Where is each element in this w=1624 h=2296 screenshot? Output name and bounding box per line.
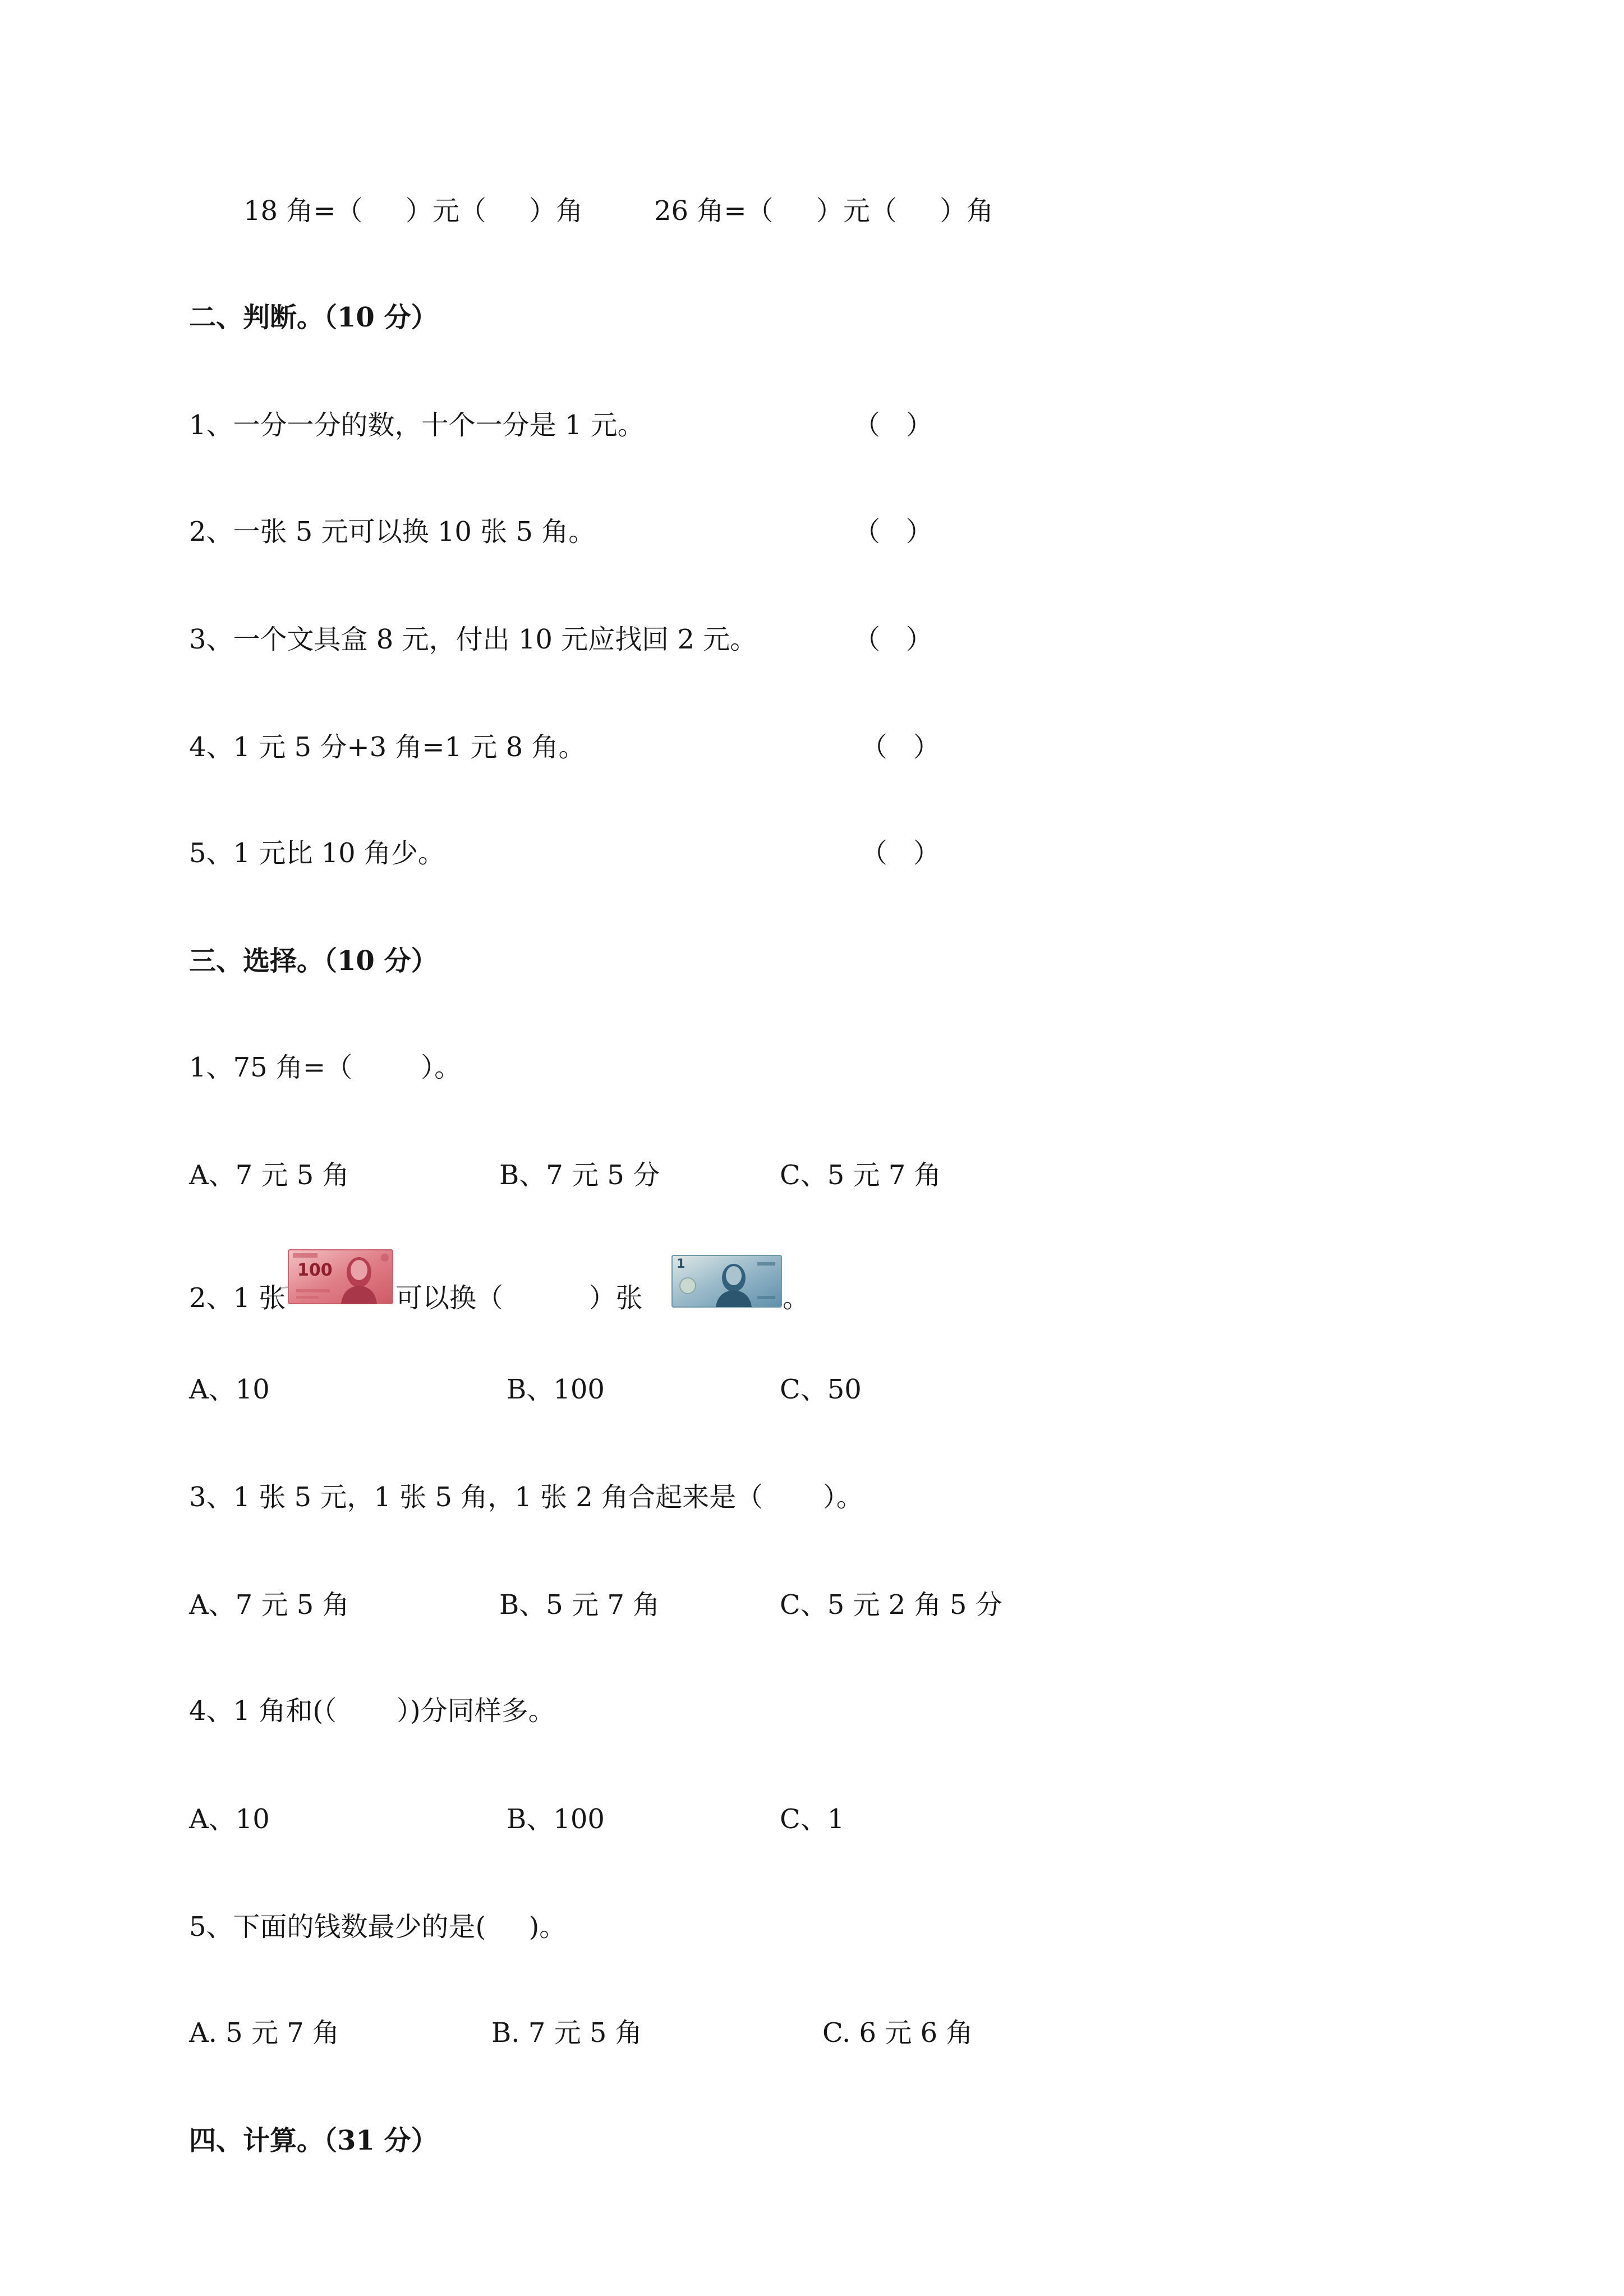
section-choice-heading: 三、选择。（10 分） (189, 945, 438, 977)
choice-2-option-b: B、100 (507, 1374, 605, 1405)
choice-4-option-a: A、10 (189, 1803, 270, 1835)
choice-2-option-c: C、50 (780, 1374, 862, 1405)
section-calculation-heading: 四、计算。（31 分） (189, 2125, 438, 2156)
choice-question-2-middle: 可以换（ ）张 (395, 1282, 643, 1314)
choice-4-option-b: B、100 (507, 1803, 605, 1835)
hundred-yuan-note-image (280, 1246, 395, 1307)
judgement-answer-blank-1: （ ） (853, 409, 933, 441)
choice-5-option-b: B. 7 元 5 角 (491, 2017, 642, 2049)
judgement-item-1: 1、一分一分的数，十个一分是 1 元。 (189, 409, 645, 441)
choice-1-option-c: C、5 元 7 角 (780, 1159, 941, 1191)
choice-question-5: 5、下面的钱数最少的是( )。 (189, 1911, 567, 1943)
choice-5-option-c: C. 6 元 6 角 (822, 2017, 973, 2049)
one-note-denomination: 1 (677, 1257, 686, 1271)
one-yuan-note-image (671, 1254, 783, 1308)
choice-question-3: 3、1 张 5 元，1 张 5 角，1 张 2 角合起来是（ ）。 (189, 1481, 863, 1513)
judgement-answer-blank-5: （ ） (861, 838, 940, 869)
hundred-note-denomination: 100 (297, 1260, 333, 1280)
choice-question-4: 4、1 角和(（ ）)分同样多。 (189, 1695, 555, 1727)
judgement-item-5: 5、1 元比 10 角少。 (189, 838, 445, 869)
choice-4-option-c: C、1 (780, 1803, 845, 1835)
choice-1-option-a: A、7 元 5 角 (189, 1159, 349, 1191)
choice-3-option-b: B、5 元 7 角 (499, 1589, 660, 1621)
judgement-answer-blank-2: （ ） (853, 516, 933, 547)
judgement-answer-blank-4: （ ） (861, 731, 940, 763)
choice-2-option-a: A、10 (189, 1374, 270, 1405)
judgement-item-2: 2、一张 5 元可以换 10 张 5 角。 (189, 516, 596, 547)
choice-3-option-c: C、5 元 2 角 5 分 (780, 1589, 1002, 1621)
choice-question-2-suffix: 。 (783, 1282, 810, 1314)
judgement-item-3: 3、一个文具盒 8 元，付出 10 元应找回 2 元。 (189, 624, 757, 655)
conversion-18-jiao: 18 角=（ ）元（ ）角 (243, 195, 583, 227)
choice-3-option-a: A、7 元 5 角 (189, 1589, 349, 1621)
judgement-answer-blank-3: （ ） (853, 624, 933, 655)
conversion-26-jiao: 26 角=（ ）元（ ）角 (654, 195, 994, 227)
section-judgement-heading: 二、判断。（10 分） (189, 302, 438, 333)
choice-5-option-a: A. 5 元 7 角 (189, 2017, 340, 2049)
judgement-item-4: 4、1 元 5 分+3 角=1 元 8 角。 (189, 731, 586, 763)
choice-1-option-b: B、7 元 5 分 (499, 1159, 660, 1191)
choice-question-1: 1、75 角=（ ）。 (189, 1052, 462, 1083)
choice-question-2-prefix: 2、1 张 (189, 1282, 286, 1314)
